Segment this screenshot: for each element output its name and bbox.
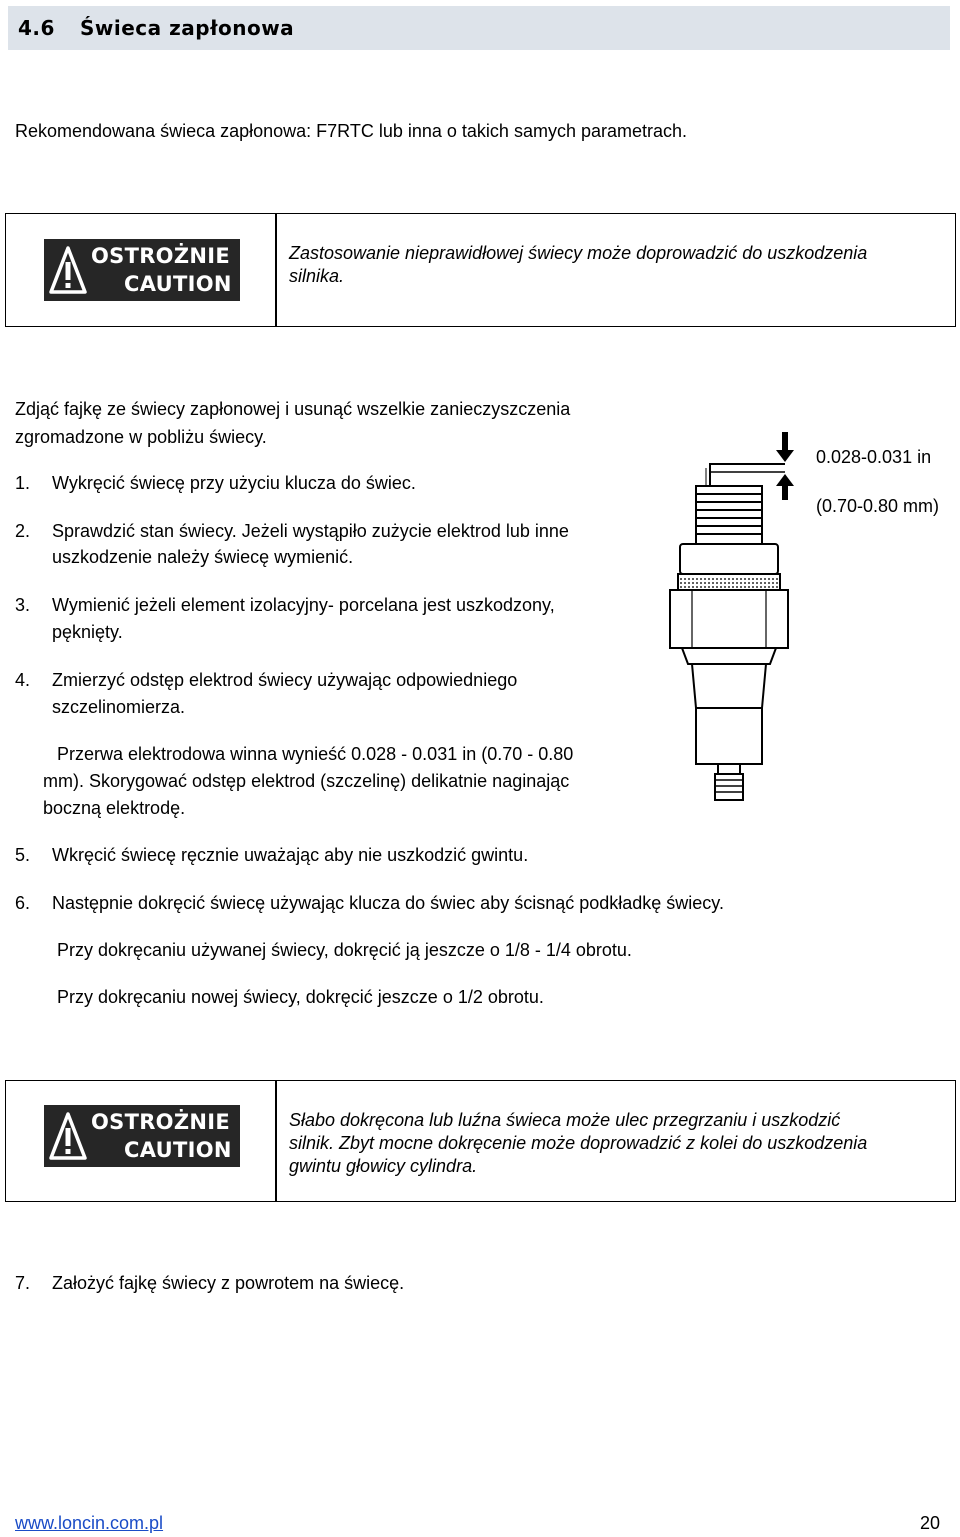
step-number: 1. xyxy=(15,473,31,493)
prep-line-1: Zdjąć fajkę ze świecy zapłonowej i usunąć wszelkie zanieczyszczenia xyxy=(15,399,571,419)
step-number: 6. xyxy=(15,893,31,913)
gap-spec-mm: (0.70-0.80 mm) xyxy=(816,496,940,516)
caution-badge-line2: CAUTION xyxy=(124,1138,232,1162)
torque-new-plug: Przy dokręcaniu nowej świecy, dokręcić jeszcze o 1/2 obrotu. xyxy=(57,987,544,1007)
step-text: szczelinomierza. xyxy=(52,697,186,717)
footer xyxy=(15,1513,163,1534)
caution-line: Słabo dokręcona lub luźna świeca może ulec przegrzaniu i uszkodzić xyxy=(289,1110,841,1130)
step-text: uszkodzenie należy świecę wymienić. xyxy=(52,547,354,567)
step-text: Wykręcić świecę przy użyciu klucza do świec. xyxy=(52,473,416,493)
step-text: Zmierzyć odstęp elektrod świecy używając odpowiedniego xyxy=(52,670,518,690)
intro-text: Rekomendowana świeca zapłonowa: F7RTC lub inna o takich samych parametrach. xyxy=(15,121,688,141)
step-text: Wkręcić świecę ręcznie uważając aby nie uszkodzić gwintu. xyxy=(52,845,529,865)
section-header xyxy=(8,6,950,50)
caution-line: silnika. xyxy=(289,266,345,286)
caution-line: Zastosowanie nieprawidłowej świecy może doprowadzić do uszkodzenia xyxy=(289,243,868,263)
step-number: 3. xyxy=(15,595,31,615)
step-number: 5. xyxy=(15,845,31,865)
section-title: Świeca zapłonowa xyxy=(80,16,295,40)
caution-box-1 xyxy=(5,213,956,327)
gap-note-line: Przerwa elektrodowa winna wynieść 0.028 - 0.031 in (0.70 - 0.80 xyxy=(57,744,574,764)
step-text: pęknięty. xyxy=(52,622,123,642)
caution-line: silnik. Zbyt mocne dokręcenie może doprowadzić z kolei do uszkodzenia xyxy=(289,1133,868,1153)
spark-plug-illustration xyxy=(662,428,812,808)
caution-badge-line1: OSTROŻNIE xyxy=(91,244,230,268)
gap-arrow-icon xyxy=(776,432,794,500)
warning-triangle-icon xyxy=(49,1111,87,1161)
caution-line: gwintu głowicy cylindra. xyxy=(289,1156,478,1176)
caution-badge-line2: CAUTION xyxy=(124,272,232,296)
gap-note-line: mm). Skorygować odstęp elektrod (szczelinę) delikatnie naginając xyxy=(43,771,570,791)
gap-spec-inches: 0.028-0.031 in xyxy=(816,447,932,467)
website-link[interactable]: www.loncin.com.pl xyxy=(15,1513,164,1533)
warning-triangle-icon xyxy=(49,245,87,295)
caution-divider xyxy=(275,214,277,326)
step-text: Sprawdzić stan świecy. Jeżeli wystąpiło zużycie elektrod lub inne xyxy=(52,521,569,541)
torque-used-plug: Przy dokręcaniu używanej świecy, dokręcić ją jeszcze o 1/8 - 1/4 obrotu. xyxy=(57,940,632,960)
caution-badge xyxy=(44,239,240,301)
step-number: 2. xyxy=(15,521,31,541)
step-text: Założyć fajkę świecy z powrotem na świecę. xyxy=(52,1273,405,1293)
page-number: 20 xyxy=(920,1513,941,1533)
step-number: 4. xyxy=(15,670,31,690)
prep-line-2: zgromadzone w pobliżu świecy. xyxy=(15,427,267,447)
step-number: 7. xyxy=(15,1273,31,1293)
step-text: Wymienić jeżeli element izolacyjny- porcelana jest uszkodzony, xyxy=(52,595,555,615)
caution-text-2 xyxy=(289,1109,945,1178)
caution-divider xyxy=(275,1081,277,1201)
caution-text-1 xyxy=(289,242,945,288)
gap-note-line: boczną elektrodę. xyxy=(43,798,186,818)
caution-box-2 xyxy=(5,1080,956,1202)
caution-badge-line1: OSTROŻNIE xyxy=(91,1110,230,1134)
section-number: 4.6 xyxy=(18,16,55,40)
step-text: Następnie dokręcić świecę używając klucza do świec aby ścisnąć podkładkę świecy. xyxy=(52,893,724,913)
caution-badge xyxy=(44,1105,240,1167)
